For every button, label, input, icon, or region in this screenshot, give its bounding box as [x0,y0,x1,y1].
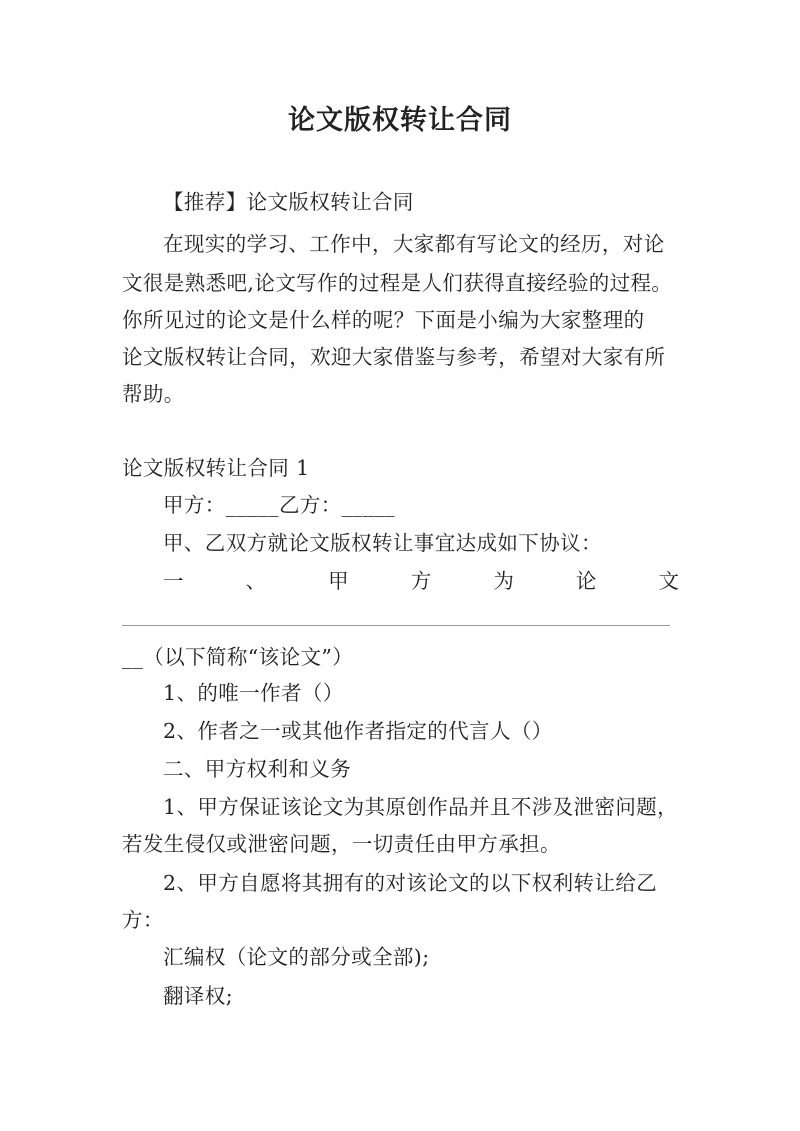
s2-item-1-line-1: 1、甲方保证该论文为其原创作品并且不涉及泄密问题， [163,795,679,819]
clause-one-tail: __（以下简称“该论文”） [122,645,354,669]
clause-one-line [163,566,679,596]
intro-line-5: 帮助。 [122,382,185,406]
right-compile: 汇编权（论文的部分或全部); [163,945,430,969]
clause-one-char: 一 [163,569,184,593]
clause-one-char: 论 [575,569,597,593]
clause-one-char: 方 [410,569,432,593]
parties-line: 甲方：_____乙方：_____ [163,493,395,517]
document-title: 论文版权转让合同 [288,105,512,136]
right-translate: 翻译权; [163,984,234,1008]
s2-item-1-line-2: 若发生侵仅或泄密问题，一切责任由甲方承担。 [122,832,561,856]
clause-one-char: 为 [493,569,514,593]
contract-heading: 论文版权转让合同 1 [122,456,310,480]
s2-item-2-line-1: 2、甲方自愿将其拥有的对该论文的以下权利转让给乙 [163,871,658,895]
item-1: 1、的唯一作者（） [163,681,344,705]
intro-line-2: 文很是熟悉吧,论文写作的过程是人们获得直接经验的过程。 [122,271,673,295]
agreement-line: 甲、乙双方就论文版权转让事宜达成如下协议： [163,531,602,555]
intro-line-1: 在现实的学习、工作中，大家都有写论文的经历，对论 [163,232,665,256]
section-two-heading: 二、甲方权利和义务 [163,757,352,781]
intro-line-4: 论文版权转让合同，欢迎大家借鉴与参考，希望对大家有所 [122,345,666,369]
fill-in-blank-rule [122,625,670,626]
clause-one-char: 、 [245,569,267,593]
intro-heading: 【推荐】论文版权转让合同 [163,190,414,214]
item-2: 2、作者之一或其他作者指定的代言人（） [163,719,553,743]
clause-one-char: 甲 [328,569,349,593]
clause-one-char: 文 [658,569,679,593]
s2-item-2-line-2: 方： [122,908,164,932]
intro-line-3: 你所见过的论文是什么样的呢？下面是小编为大家整理的 [122,308,645,332]
